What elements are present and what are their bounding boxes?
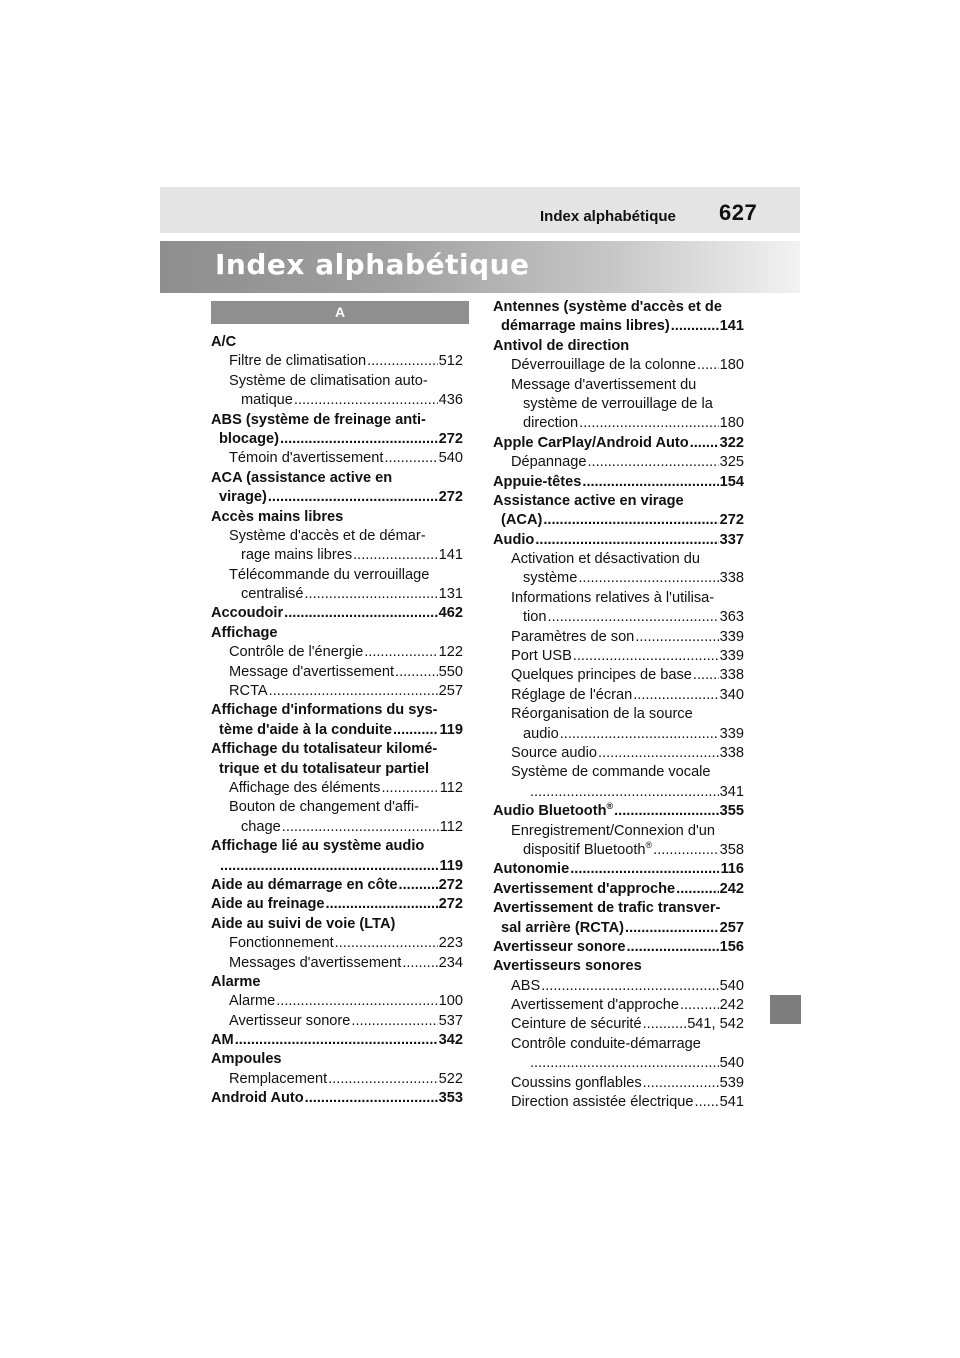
index-entry-text: système de verrouillage de la [523, 395, 713, 412]
index-entry-text: Fonctionnement [229, 935, 334, 952]
index-entry [493, 938, 744, 957]
index-entry [211, 624, 463, 643]
index-entry-text: Audio Bluetooth® [493, 802, 614, 820]
page-reference: 156 [719, 938, 744, 955]
page-reference: 242 [719, 997, 744, 1014]
index-entry-text: Bouton de changement d'affi- [229, 799, 419, 816]
page-reference: 512 [438, 353, 463, 370]
leader-dots [587, 453, 718, 472]
index-entry-text: Alarme [211, 973, 261, 990]
index-entry [493, 569, 744, 588]
index-entry-text: Témoin d'avertissement [229, 450, 384, 467]
index-entry-text: matique [241, 392, 293, 409]
page-reference: 322 [719, 434, 744, 451]
page-reference: 340 [719, 686, 744, 703]
leader-dots [541, 977, 718, 996]
index-entry-text: Activation et désactivation du [511, 551, 701, 568]
index-entry-text: Dépannage [511, 454, 587, 471]
page-reference: 325 [719, 454, 744, 471]
leader-dots [280, 430, 438, 449]
index-entry-text: Direction assistée électrique [511, 1094, 694, 1111]
index-entry [211, 1031, 463, 1050]
leader-dots [305, 1089, 438, 1108]
leader-dots [399, 876, 438, 895]
index-entry-text: Affichage du totalisateur kilomé- [211, 741, 438, 758]
index-entry-text: (ACA) [501, 512, 543, 529]
index-entry-text: Enregistrement/Connexion d'un [511, 822, 715, 839]
leader-dots [697, 356, 719, 375]
index-entry [211, 643, 463, 662]
index-entry [211, 333, 463, 352]
leader-dots [578, 569, 718, 588]
leader-dots [402, 954, 437, 973]
page-reference: 131 [438, 586, 463, 603]
index-entry-text: Avertissement de trafic transver- [493, 900, 721, 917]
leader-dots [573, 647, 719, 666]
page-reference: 338 [719, 744, 744, 761]
leader-dots [693, 666, 719, 685]
index-entry [493, 686, 744, 705]
page-reference: 550 [438, 663, 463, 680]
leader-dots [220, 857, 438, 876]
index-entry [211, 1050, 463, 1069]
index-entry-text: Réorganisation de la source [511, 706, 693, 723]
page-reference: 358 [719, 841, 744, 858]
leader-dots [393, 721, 438, 740]
index-entry [211, 701, 463, 720]
leader-dots [268, 488, 438, 507]
index-entry-text: Audio [493, 531, 535, 548]
page-number: 627 [719, 200, 758, 225]
index-entry [211, 527, 463, 546]
page-reference: 119 [439, 857, 463, 874]
index-entry [211, 740, 463, 759]
index-entry [493, 608, 744, 627]
leader-dots [626, 938, 718, 957]
index-entry-text: Informations relatives à l'utilisa- [511, 589, 715, 606]
index-entry [493, 880, 744, 899]
page-reference: 339 [719, 648, 744, 665]
index-entry [493, 802, 744, 821]
page-reference: 122 [438, 644, 463, 661]
index-entry [211, 1070, 463, 1089]
leader-dots [284, 604, 437, 623]
leader-dots [548, 608, 719, 627]
page-reference: 112 [439, 779, 463, 796]
index-entry-text: RCTA [229, 683, 268, 700]
leader-dots [635, 628, 718, 647]
index-column-left [211, 333, 463, 1109]
page-reference: 339 [719, 628, 744, 645]
leader-dots [351, 1012, 437, 1031]
index-entry [211, 411, 463, 430]
index-entry-text: Affichage lié au système audio [211, 838, 425, 855]
leader-dots [304, 585, 437, 604]
index-entry-text: Avertissement d'approche [511, 997, 680, 1014]
index-entry [493, 783, 744, 802]
index-entry [493, 395, 744, 414]
page-reference: 539 [719, 1074, 744, 1091]
index-entry-text: Système de commande vocale [511, 764, 711, 781]
page-reference: 242 [719, 880, 744, 897]
index-entry [493, 1054, 744, 1073]
leader-dots [633, 686, 718, 705]
index-entry [211, 857, 463, 876]
index-entry [211, 837, 463, 856]
index-entry [493, 434, 744, 453]
index-entry-text: Système de climatisation auto- [229, 372, 428, 389]
index-entry-text: Affichage d'informations du sys- [211, 702, 438, 719]
leader-dots [598, 744, 719, 763]
index-entry [211, 1089, 463, 1108]
page-reference: 112 [439, 818, 463, 835]
page-reference: 272 [438, 489, 463, 506]
page-reference: 116 [720, 861, 744, 878]
page-reference: 522 [438, 1070, 463, 1087]
leader-dots [530, 783, 719, 802]
index-entry-text: Coussins gonflables [511, 1074, 642, 1091]
leader-dots [570, 860, 719, 879]
index-entry-text: Antivol de direction [493, 337, 630, 354]
leader-dots [695, 1093, 719, 1112]
index-entry [211, 508, 463, 527]
index-entry-text: ABS [511, 977, 541, 994]
leader-dots [653, 841, 718, 860]
page-reference: 341 [719, 783, 744, 800]
index-entry-text: Contrôle de l'énergie [229, 644, 364, 661]
index-entry [493, 376, 744, 395]
index-entry-text: direction [523, 415, 579, 432]
page-reference: 272 [719, 512, 744, 529]
index-entry-text: ABS (système de freinage anti- [211, 411, 426, 428]
index-entry-text: audio [523, 725, 559, 742]
index-entry [211, 721, 463, 740]
index-entry-text: virage) [219, 489, 267, 506]
leader-dots [335, 934, 438, 953]
banner-title: Index alphabétique [215, 248, 530, 281]
index-entry [493, 492, 744, 511]
index-entry [211, 372, 463, 391]
page-reference: 541, 542 [687, 1016, 744, 1033]
index-entry-text: rage mains libres [241, 547, 353, 564]
page-reference: 141 [438, 547, 463, 564]
index-entry-text: A/C [211, 334, 237, 350]
page-reference: 257 [719, 919, 744, 936]
index-entry [493, 957, 744, 976]
index-entry [493, 1093, 744, 1112]
leader-dots [582, 473, 718, 492]
page-reference: 119 [439, 721, 463, 738]
index-entry [493, 841, 744, 860]
page-reference: 537 [438, 1012, 463, 1029]
leader-dots [294, 391, 438, 410]
leader-dots [326, 895, 438, 914]
index-entry-text: Télécommande du verrouillage [229, 566, 430, 583]
index-entry-text: Ceinture de sécurité [511, 1016, 642, 1033]
index-entry-text: Messages d'avertissement [229, 954, 402, 971]
index-entry [211, 760, 463, 779]
leader-dots [367, 352, 438, 371]
leader-dots [680, 996, 719, 1015]
index-entry-text: tème d'aide à la conduite [219, 721, 392, 738]
index-entry [211, 915, 463, 934]
index-entry-text: Aide au démarrage en côte [211, 876, 398, 893]
index-entry-text: Contrôle conduite-démarrage [511, 1035, 701, 1052]
index-entry-text: Source audio [511, 744, 598, 761]
page-reference: 234 [438, 954, 463, 971]
page-reference: 540 [438, 450, 463, 467]
page-reference: 353 [438, 1090, 463, 1107]
index-entry-text: Avertisseurs sonores [493, 958, 642, 975]
leader-dots [328, 1070, 437, 1089]
index-entry [211, 663, 463, 682]
index-entry-text: Filtre de climatisation [229, 353, 367, 370]
section-letter-heading: A [211, 301, 469, 324]
index-entry-text: Apple CarPlay/Android Auto [493, 434, 689, 451]
leader-dots [643, 1074, 719, 1093]
index-entry-text: Avertissement d'approche [493, 880, 676, 897]
index-entry-text: blocage) [219, 430, 280, 447]
index-entry [211, 488, 463, 507]
leader-dots [282, 818, 439, 837]
page-reference: 540 [719, 1055, 744, 1072]
index-entry [493, 1074, 744, 1093]
index-entry [211, 779, 463, 798]
page-reference: 339 [719, 725, 744, 742]
page-reference: 363 [719, 609, 744, 626]
index-entry-text: Avertisseur sonore [229, 1012, 351, 1029]
index-entry [493, 705, 744, 724]
index-entry [493, 356, 744, 375]
leader-dots [643, 1015, 687, 1034]
leader-dots [560, 725, 719, 744]
index-entry-text: système [523, 570, 578, 587]
index-entry [493, 550, 744, 569]
index-entry [493, 744, 744, 763]
index-entry [493, 666, 744, 685]
page-reference: 180 [719, 415, 744, 432]
index-entry [493, 1015, 744, 1034]
index-entry [493, 317, 744, 336]
index-entry-text: Système d'accès et de démar- [229, 527, 426, 544]
index-entry [211, 992, 463, 1011]
index-entry [493, 977, 744, 996]
index-entry [493, 860, 744, 879]
index-entry [211, 391, 463, 410]
index-entry-text: Android Auto [211, 1090, 304, 1107]
index-entry-text: Ampoules [211, 1051, 282, 1068]
page-reference: 436 [438, 392, 463, 409]
page-reference: 272 [438, 430, 463, 447]
page-reference: 141 [719, 318, 744, 335]
running-header-title: Index alphabétique [540, 208, 676, 225]
index-entry-text: AM [211, 1032, 234, 1049]
page-reference: 154 [719, 473, 744, 490]
page-reference: 338 [719, 570, 744, 587]
index-entry [493, 511, 744, 530]
index-entry [493, 996, 744, 1015]
page-reference: 337 [719, 531, 744, 548]
index-entry-text: Déverrouillage de la colonne [511, 357, 696, 374]
index-entry-text: Avertisseur sonore [493, 938, 626, 955]
leader-dots [353, 546, 438, 565]
page-reference: 540 [719, 977, 744, 994]
page-reference: 257 [438, 683, 463, 700]
index-entry [211, 934, 463, 953]
index-entry-text: Autonomie [493, 861, 570, 878]
leader-dots [364, 643, 437, 662]
index-entry [211, 798, 463, 817]
index-entry-text: Antennes (système d'accès et de [493, 299, 722, 315]
index-entry-text: tion [523, 609, 547, 626]
index-entry [493, 763, 744, 782]
leader-dots [269, 682, 438, 701]
index-entry [211, 682, 463, 701]
page-reference: 342 [438, 1032, 463, 1049]
index-entry [211, 469, 463, 488]
index-entry [211, 352, 463, 371]
index-entry [493, 298, 744, 317]
index-entry [493, 647, 744, 666]
leader-dots [614, 802, 719, 821]
leader-dots [530, 1054, 719, 1073]
index-entry [493, 822, 744, 841]
page-reference: 338 [719, 667, 744, 684]
leader-dots [395, 663, 438, 682]
index-entry [493, 1035, 744, 1054]
leader-dots [235, 1031, 438, 1050]
index-entry-text: Message d'avertissement du [511, 376, 697, 393]
page-reference: 223 [438, 935, 463, 952]
index-entry [493, 337, 744, 356]
leader-dots [579, 414, 718, 433]
index-entry-text: Remplacement [229, 1070, 328, 1087]
index-entry-text: Réglage de l'écran [511, 686, 633, 703]
leader-dots [625, 919, 719, 938]
index-entry-text: Alarme [229, 993, 276, 1010]
index-entry-text: démarrage mains libres) [501, 318, 670, 335]
index-entry [211, 566, 463, 585]
index-entry [493, 473, 744, 492]
index-entry-text: chage [241, 818, 281, 835]
leader-dots [676, 880, 718, 899]
page-reference: 180 [719, 357, 744, 374]
index-entry-text: Message d'avertissement [229, 663, 395, 680]
page-reference: 100 [438, 993, 463, 1010]
index-entry-text: Accès mains libres [211, 508, 344, 525]
index-entry-text: ACA (assistance active en [211, 469, 393, 486]
index-entry [211, 585, 463, 604]
chapter-thumb-tab [770, 995, 801, 1024]
page-reference: 462 [438, 605, 463, 622]
page-header-bar [160, 187, 800, 233]
index-entry [493, 899, 744, 918]
index-entry [493, 414, 744, 433]
index-entry [211, 449, 463, 468]
index-entry-text: Quelques principes de base [511, 667, 692, 684]
index-entry-text: trique et du totalisateur partiel [219, 760, 430, 777]
leader-dots [543, 511, 718, 530]
index-entry [211, 973, 463, 992]
leader-dots [535, 531, 718, 550]
index-entry [211, 546, 463, 565]
index-entry-text: Affichage [211, 624, 278, 641]
page-reference: 272 [438, 896, 463, 913]
index-entry-text: Accoudoir [211, 605, 284, 622]
page-reference: 541 [719, 1094, 744, 1111]
index-entry-text: centralisé [241, 586, 304, 603]
index-entry [211, 818, 463, 837]
leader-dots [690, 434, 719, 453]
index-entry-text: Aide au freinage [211, 896, 325, 913]
leader-dots [384, 449, 437, 468]
index-entry [493, 919, 744, 938]
leader-dots [381, 779, 438, 798]
index-entry-text: Port USB [511, 648, 572, 665]
index-entry-text: Aide au suivi de voie (LTA) [211, 915, 396, 932]
index-entry [493, 453, 744, 472]
index-entry-text: Assistance active en virage [493, 492, 684, 509]
index-entry-text: Appuie-têtes [493, 473, 582, 490]
index-entry [211, 430, 463, 449]
index-entry [211, 895, 463, 914]
index-column-right [493, 298, 744, 1112]
index-entry [493, 589, 744, 608]
index-entry-text: Affichage des éléments [229, 779, 381, 796]
index-entry [211, 876, 463, 895]
leader-dots [276, 992, 437, 1011]
index-entry [493, 531, 744, 550]
index-entry-text: sal arrière (RCTA) [501, 919, 625, 936]
leader-dots [671, 317, 719, 336]
index-entry [493, 628, 744, 647]
index-entry [211, 1012, 463, 1031]
page-reference: 355 [719, 803, 744, 820]
index-entry [211, 604, 463, 623]
index-entry-text: dispositif Bluetooth® [523, 840, 653, 858]
index-entry-text: Paramètres de son [511, 628, 635, 645]
page-reference: 272 [438, 876, 463, 893]
index-entry [493, 725, 744, 744]
index-entry [211, 954, 463, 973]
